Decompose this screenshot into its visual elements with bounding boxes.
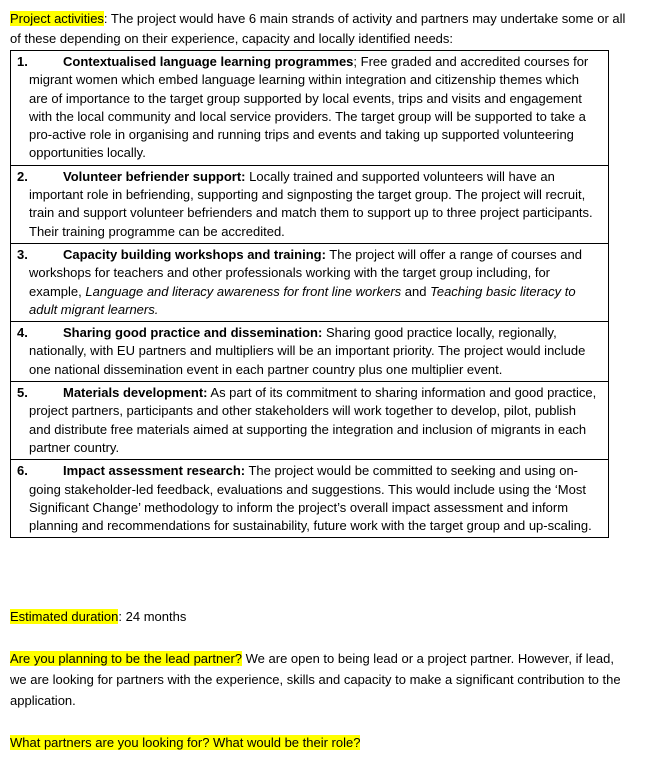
course-title-literacy-awareness: Language and literacy awareness for front line workers <box>85 283 402 299</box>
lead-partner-question: Are you planning to be the lead partner? <box>10 651 243 666</box>
duration-paragraph <box>10 606 630 627</box>
strand-row <box>11 322 609 382</box>
strand-number: 6. <box>17 463 28 479</box>
lead-partner-answer: We are open to being lead or a project partner. However, if lead, we are looking for partners with the experience, skills and capacity to make a significant contribution to the application. <box>10 651 621 708</box>
activities-label: Project activities <box>10 11 104 26</box>
activities-intro <box>10 9 630 49</box>
strand-text <box>17 324 600 379</box>
strand-number: 2. <box>17 168 28 184</box>
strand-cell <box>11 243 609 321</box>
strand-title: Contextualised language learning programmes <box>63 54 354 69</box>
strand-number: 3. <box>17 246 28 262</box>
duration-label: Estimated duration <box>10 609 119 624</box>
strand-description: ; Free graded and accredited courses for migrant women which embed language learning within integration and citizenship themes which are of importance to the target group supported by local events, trips and visits and engagement with the local community and local service providers. The target group will be supported to take a pro-active role in organising and running trips and events and taking up supported volunteering opportunities locally. <box>29 54 589 161</box>
strand-cell <box>11 322 609 382</box>
partners-question: What partners are you looking for? What would be their role? <box>10 735 361 750</box>
strand-cell <box>11 51 609 166</box>
strand-title: Impact assessment research: <box>63 463 246 479</box>
strand-description-joiner: and <box>401 283 431 299</box>
strand-text <box>17 384 600 457</box>
strand-description: Locally trained and supported volunteers will have an important role in befriending, supporting and signposting the target group. The project will recruit, train and support volunteer befrienders and match them to support up to three project participants. Their training programme can be accredited. <box>29 168 593 239</box>
strand-title: Volunteer befriender support: <box>63 168 246 184</box>
strand-row <box>11 382 609 460</box>
strand-cell <box>11 460 609 538</box>
strand-number: 5. <box>17 385 28 401</box>
strand-text <box>17 462 600 535</box>
partners-paragraph <box>10 732 630 753</box>
strand-number: 4. <box>17 325 28 341</box>
duration-value: : 24 months <box>118 609 187 624</box>
activity-strands-table <box>10 50 609 538</box>
strand-number: 1. <box>17 54 28 69</box>
activities-intro-text: : The project would have 6 main strands of activity and partners may undertake some or all of these depending on their experience, capacity and locally identified needs: <box>10 11 626 46</box>
strand-cell <box>11 382 609 460</box>
course-title-basic-literacy: Teaching basic literacy to adult migrant learners. <box>29 283 576 317</box>
strand-row <box>11 51 609 166</box>
strand-row <box>11 460 609 538</box>
strand-row <box>11 165 609 243</box>
strand-description: The project will offer a range of courses and workshops for teachers and other professionals working with the target group including, for example, <box>29 246 582 299</box>
strand-text <box>17 53 600 163</box>
strand-description: Sharing good practice locally, regionally, nationally, with EU partners and multipliers will be an important priority. The project would include one national dissemination event in each partner country plus one multiplier event. <box>29 325 586 377</box>
strand-text <box>17 246 600 319</box>
lead-partner-paragraph <box>10 648 630 711</box>
strand-cell <box>11 165 609 243</box>
strand-description: As part of its commitment to sharing information and good practice, project partners, participants and other stakeholders will work together to develop, pilot, publish and distribute free materials aimed at supporting the integration and inclusion of migrants in each partner country. <box>29 385 597 455</box>
strand-title: Materials development: <box>63 385 208 401</box>
strand-title: Sharing good practice and dissemination: <box>63 325 323 341</box>
strand-text <box>17 168 600 241</box>
strand-title: Capacity building workshops and training: <box>63 246 326 262</box>
strand-description: The project would be committed to seeking and using on-going stakeholder-led feedback, evaluations and suggestions. This would include using the ‘Most Significant Change’ methodology to inform the project’s overall impact assessment and inform planning and recommendations for sustainability, future work with the target group and up-scaling. <box>29 463 592 534</box>
strand-row <box>11 243 609 321</box>
